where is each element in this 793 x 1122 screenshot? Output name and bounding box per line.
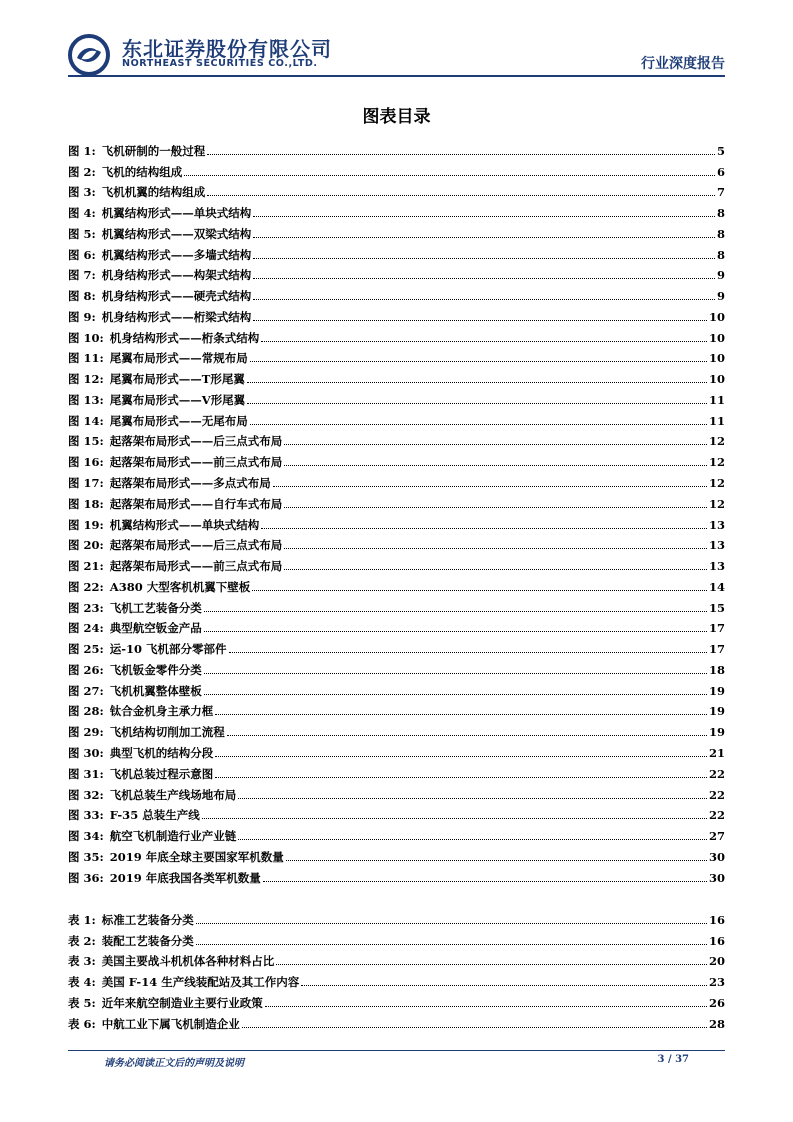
entry-page: 9 [716, 289, 725, 304]
figure-toc-entry[interactable] [68, 615, 725, 636]
dot-leader [215, 756, 707, 757]
entry-number: 图 23: [68, 600, 104, 615]
entry-title: 起落架布局形式——自行车式布局 [109, 496, 283, 511]
figure-toc-entry[interactable] [68, 656, 725, 677]
entry-page: 11 [708, 392, 725, 407]
figure-toc-entry[interactable] [68, 262, 725, 283]
entry-title: 尾翼布局形式——T形尾翼 [109, 372, 245, 387]
dot-leader [204, 673, 707, 674]
figure-toc-entry[interactable] [68, 407, 725, 428]
table-toc-entry[interactable] [68, 989, 725, 1010]
entry-page: 19 [708, 704, 725, 719]
dot-leader [253, 216, 715, 217]
figure-toc-entry[interactable] [68, 573, 725, 594]
company-name-en: NORTHEAST SECURITIES CO.,LTD. [122, 58, 318, 69]
entry-title: 飞机总装过程示意图 [109, 766, 214, 781]
entry-page: 22 [708, 808, 725, 823]
entry-page: 6 [716, 164, 725, 179]
entry-page: 10 [708, 330, 725, 345]
entry-page: 11 [708, 413, 725, 428]
dot-leader [204, 611, 707, 612]
entry-title: 机身结构形式——桁条式结构 [109, 330, 260, 345]
entry-number: 图 1: [68, 143, 96, 158]
company-name-cn: 东北证券股份有限公司 [122, 37, 332, 61]
dot-leader [253, 258, 715, 259]
entry-page: 26 [708, 995, 725, 1010]
table-toc-entry[interactable] [68, 906, 725, 927]
entry-number: 图 9: [68, 309, 96, 324]
entry-title: 2019 年底我国各类军机数量 [109, 870, 261, 885]
entry-number: 图 33: [68, 808, 104, 823]
entry-page: 10 [708, 309, 725, 324]
figure-toc-entry[interactable] [68, 677, 725, 698]
entry-number: 图 7: [68, 268, 96, 283]
entry-page: 8 [716, 206, 725, 221]
entry-title: A380 大型客机机翼下壁板 [109, 579, 251, 594]
figure-toc-entry[interactable] [68, 698, 725, 719]
entry-page: 20 [708, 954, 725, 969]
dot-leader [204, 694, 707, 695]
dot-leader [284, 444, 707, 445]
dot-leader [265, 1006, 707, 1007]
figure-toc-entry[interactable] [68, 199, 725, 220]
entry-number: 图 32: [68, 787, 104, 802]
entry-page: 22 [708, 787, 725, 802]
entry-number: 表 1: [68, 912, 96, 927]
figure-toc-entry[interactable] [68, 303, 725, 324]
figure-toc-entry[interactable] [68, 635, 725, 656]
entry-number: 图 21: [68, 559, 104, 574]
entry-title: 飞机结构切削加工流程 [109, 725, 225, 740]
entry-title: 机身结构形式——桁梁式结构 [101, 309, 252, 324]
entry-number: 图 3: [68, 185, 96, 200]
dot-leader [242, 1027, 707, 1028]
entry-title: 飞机研制的一般过程 [101, 143, 206, 158]
dot-leader [252, 590, 707, 591]
entry-page: 16 [708, 912, 725, 927]
entry-number: 图 17: [68, 476, 104, 491]
entry-number: 图 2: [68, 164, 96, 179]
entry-number: 表 5: [68, 995, 96, 1010]
figure-toc-entry[interactable] [68, 490, 725, 511]
entry-page: 13 [708, 517, 725, 532]
entry-number: 图 34: [68, 829, 104, 844]
figure-toc-entry[interactable] [68, 739, 725, 760]
entry-title: 中航工业下属飞机制造企业 [101, 1016, 240, 1031]
figure-toc-entry[interactable] [68, 760, 725, 781]
entry-page: 27 [708, 829, 725, 844]
figure-toc-entry[interactable] [68, 532, 725, 553]
entry-page: 5 [716, 143, 725, 158]
entry-page: 13 [708, 538, 725, 553]
dot-leader [284, 569, 707, 570]
entry-page: 14 [708, 579, 725, 594]
entry-page: 19 [708, 683, 725, 698]
entry-number: 图 19: [68, 517, 104, 532]
entry-number: 图 10: [68, 330, 104, 345]
entry-number: 图 18: [68, 496, 104, 511]
entry-number: 图 16: [68, 455, 104, 470]
dot-leader [286, 860, 707, 861]
entry-number: 图 30: [68, 745, 104, 760]
entry-title: 起落架布局形式——多点式布局 [109, 476, 271, 491]
entry-title: 尾翼布局形式——无尾布局 [109, 413, 248, 428]
dot-leader [247, 403, 707, 404]
entry-title: 起落架布局形式——后三点式布局 [109, 434, 283, 449]
figure-toc-entry[interactable] [68, 386, 725, 407]
entry-number: 图 4: [68, 206, 96, 221]
figure-toc-entry[interactable] [68, 158, 725, 179]
entry-title: 飞机机翼的结构组成 [101, 185, 206, 200]
entry-number: 图 15: [68, 434, 104, 449]
entry-title: 机翼结构形式——单块式结构 [109, 517, 260, 532]
entry-number: 图 24: [68, 621, 104, 636]
entry-title: 飞机机翼整体壁板 [109, 683, 202, 698]
figure-toc-entry[interactable] [68, 802, 725, 823]
dot-leader [301, 985, 707, 986]
figure-toc-entry[interactable] [68, 345, 725, 366]
entry-number: 图 26: [68, 662, 104, 677]
figure-toc-entry[interactable] [68, 781, 725, 802]
figure-list [68, 137, 725, 885]
page-number: 3 / 37 [657, 1054, 689, 1065]
company-logo-icon [68, 34, 110, 76]
table-toc-entry[interactable] [68, 968, 725, 989]
entry-title: 航空飞机制造行业产业链 [109, 829, 237, 844]
figure-toc-entry[interactable] [68, 594, 725, 615]
entry-number: 图 28: [68, 704, 104, 719]
dot-leader [273, 486, 707, 487]
dot-leader [204, 631, 707, 632]
entry-number: 图 8: [68, 289, 96, 304]
entry-number: 图 22: [68, 579, 104, 594]
entry-page: 30 [708, 849, 725, 864]
figure-toc-entry[interactable] [68, 843, 725, 864]
figure-toc-entry[interactable] [68, 179, 725, 200]
dot-leader [229, 652, 707, 653]
figure-toc-entry[interactable] [68, 448, 725, 469]
entry-title: 飞机工艺装备分类 [109, 600, 202, 615]
entry-number: 图 6: [68, 247, 96, 262]
dot-leader [184, 175, 715, 176]
entry-title: 装配工艺装备分类 [101, 933, 194, 948]
entry-title: 运-10 飞机部分零部件 [109, 642, 227, 657]
entry-title: 飞机的结构组成 [101, 164, 183, 179]
toc-title: 图表目录 [362, 107, 431, 127]
dot-leader [207, 154, 715, 155]
entry-title: 机翼结构形式——多墙式结构 [101, 247, 252, 262]
entry-page: 21 [708, 745, 725, 760]
entry-title: 钛合金机身主承力框 [109, 704, 214, 719]
entry-page: 15 [708, 600, 725, 615]
entry-title: 飞机钣金零件分类 [109, 662, 202, 677]
dot-leader [261, 341, 707, 342]
entry-title: 起落架布局形式——前三点式布局 [109, 455, 283, 470]
entry-number: 图 20: [68, 538, 104, 553]
table-list [68, 906, 725, 1031]
dot-leader [238, 798, 707, 799]
footer-disclaimer: 请务必阅读正文后的声明及说明 [104, 1058, 244, 1069]
entry-number: 图 29: [68, 725, 104, 740]
entry-page: 28 [708, 1016, 725, 1031]
figure-toc-entry[interactable] [68, 469, 725, 490]
entry-number: 图 13: [68, 392, 104, 407]
dot-leader [215, 777, 707, 778]
entry-title: F-35 总装生产线 [109, 808, 200, 823]
figure-toc-entry[interactable] [68, 428, 725, 449]
report-type-label: 行业深度报告 [641, 56, 725, 72]
figure-toc-entry[interactable] [68, 241, 725, 262]
entry-title: 机翼结构形式——单块式结构 [101, 206, 252, 221]
dot-leader [250, 424, 707, 425]
page-header [0, 0, 793, 80]
entry-page: 13 [708, 559, 725, 574]
entry-page: 17 [708, 642, 725, 657]
dot-leader [261, 528, 707, 529]
dot-leader [263, 881, 707, 882]
entry-title: 飞机总装生产线场地布局 [109, 787, 237, 802]
dot-leader [215, 714, 707, 715]
entry-number: 图 5: [68, 226, 96, 241]
figure-toc-entry[interactable] [68, 137, 725, 158]
entry-title: 机身结构形式——构架式结构 [101, 268, 252, 283]
footer-divider [68, 1050, 725, 1051]
entry-title: 机身结构形式——硬壳式结构 [101, 289, 252, 304]
entry-page: 16 [708, 933, 725, 948]
figure-toc-entry[interactable] [68, 324, 725, 345]
entry-page: 19 [708, 725, 725, 740]
table-toc-entry[interactable] [68, 948, 725, 969]
entry-title: 近年来航空制造业主要行业政策 [101, 995, 263, 1010]
table-toc-entry[interactable] [68, 927, 725, 948]
entry-page: 12 [708, 496, 725, 511]
table-toc-entry[interactable] [68, 1010, 725, 1031]
dot-leader [253, 299, 715, 300]
dot-leader [250, 361, 707, 362]
entry-title: 机翼结构形式——双梁式结构 [101, 226, 252, 241]
entry-number: 图 11: [68, 351, 104, 366]
entry-page: 12 [708, 476, 725, 491]
header-divider [68, 75, 725, 77]
entry-page: 22 [708, 766, 725, 781]
figure-toc-entry[interactable] [68, 822, 725, 843]
dot-leader [253, 278, 715, 279]
entry-page: 10 [708, 372, 725, 387]
figure-toc-entry[interactable] [68, 552, 725, 573]
entry-title: 美国主要战斗机机体各种材料占比 [101, 954, 275, 969]
dot-leader [253, 237, 715, 238]
entry-number: 图 12: [68, 372, 104, 387]
entry-title: 标准工艺装备分类 [101, 912, 194, 927]
dot-leader [284, 465, 707, 466]
entry-page: 9 [716, 268, 725, 283]
entry-title: 尾翼布局形式——V形尾翼 [109, 392, 246, 407]
entry-page: 7 [716, 185, 725, 200]
entry-page: 12 [708, 434, 725, 449]
figure-toc-entry[interactable] [68, 282, 725, 303]
entry-page: 23 [708, 975, 725, 990]
entry-number: 图 25: [68, 642, 104, 657]
entry-page: 10 [708, 351, 725, 366]
dot-leader [284, 548, 707, 549]
dot-leader [202, 818, 707, 819]
entry-title: 起落架布局形式——前三点式布局 [109, 559, 283, 574]
dot-leader [247, 382, 707, 383]
entry-number: 图 14: [68, 413, 104, 428]
entry-number: 表 4: [68, 975, 96, 990]
entry-page: 8 [716, 247, 725, 262]
entry-number: 表 6: [68, 1016, 96, 1031]
entry-page: 8 [716, 226, 725, 241]
dot-leader [284, 507, 707, 508]
entry-number: 表 2: [68, 933, 96, 948]
entry-title: 典型飞机的结构分段 [109, 745, 214, 760]
entry-title: 起落架布局形式——后三点式布局 [109, 538, 283, 553]
entry-title: 美国 F-14 生产线装配站及其工作内容 [101, 975, 300, 990]
dot-leader [227, 735, 707, 736]
entry-number: 图 27: [68, 683, 104, 698]
entry-title: 尾翼布局形式——常规布局 [109, 351, 248, 366]
entry-number: 表 3: [68, 954, 96, 969]
entry-title: 2019 年底全球主要国家军机数量 [109, 849, 284, 864]
entry-page: 12 [708, 455, 725, 470]
entry-page: 30 [708, 870, 725, 885]
entry-page: 17 [708, 621, 725, 636]
entry-number: 图 36: [68, 870, 104, 885]
figure-toc-entry[interactable] [68, 220, 725, 241]
entry-page: 18 [708, 662, 725, 677]
dot-leader [276, 964, 707, 965]
dot-leader [196, 944, 707, 945]
figure-toc-entry[interactable] [68, 718, 725, 739]
dot-leader [207, 195, 715, 196]
entry-number: 图 35: [68, 849, 104, 864]
figure-toc-entry[interactable] [68, 365, 725, 386]
entry-number: 图 31: [68, 766, 104, 781]
entry-title: 典型航空钣金产品 [109, 621, 202, 636]
figure-toc-entry[interactable] [68, 864, 725, 885]
dot-leader [238, 839, 707, 840]
figure-toc-entry[interactable] [68, 511, 725, 532]
dot-leader [196, 923, 707, 924]
dot-leader [253, 320, 707, 321]
